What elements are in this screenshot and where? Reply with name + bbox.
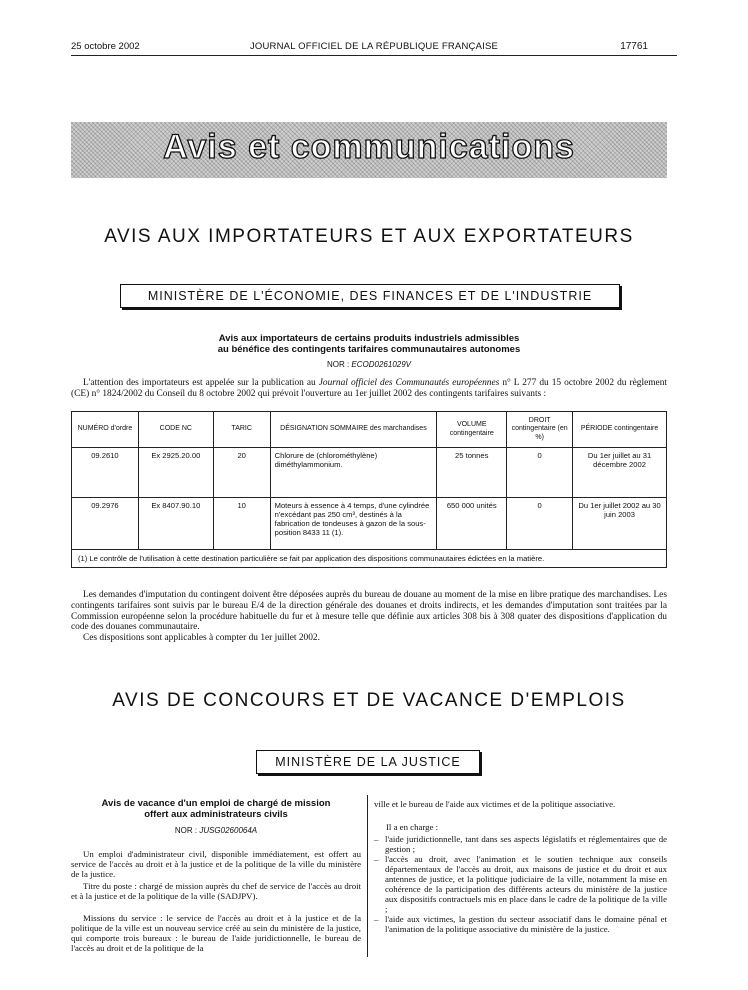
- vacancy-nor-label: NOR :: [174, 826, 200, 835]
- section-banner: [71, 122, 667, 178]
- article-title-line1: Avis aux importateurs de certains produits industriels admissibles: [218, 333, 520, 344]
- col-header-designation: DÉSIGNATION SOMMAIRE des marchandises: [270, 412, 437, 448]
- col-header-code-nc: CODE NC: [138, 412, 213, 448]
- vacancy-paragraph-2: Titre du poste : chargé de mission auprès du chef de service de l'accès au droit et à la justice et de la politique de la ville (SADJPV).: [71, 881, 361, 901]
- issue-date: 25 octobre 2002: [71, 41, 140, 52]
- cell-code-nc: Ex 2925.20.00: [138, 448, 213, 498]
- nor-label: NOR :: [326, 360, 352, 369]
- table-row: [72, 448, 667, 498]
- vacancy-right-paragraph-1: ville et le bureau de l'aide aux victimes et de la politique associative.: [374, 799, 616, 809]
- list-item: – l'aide juridictionnelle, tant dans ses aspects législatifs et réglementaires que de gestion ;: [374, 834, 667, 854]
- nor-code: ECOD0261029V: [351, 360, 412, 369]
- table-header-row: [72, 412, 667, 448]
- intro-text-a: L'attention des importateurs est appelée sur la publication au: [83, 378, 319, 388]
- ministry-economie-box: [120, 284, 620, 308]
- cell-periode: Du 1er juillet 2002 au 30 juin 2003: [573, 498, 667, 550]
- vacancy-nor-reference: [71, 826, 361, 835]
- cell-designation: Chlorure de (chlorométhylène) diméthylammonium.: [270, 448, 437, 498]
- table-row: [72, 498, 667, 550]
- vacancy-nor-code: JUSG0260064A: [199, 826, 258, 835]
- cell-droit: 0: [507, 498, 573, 550]
- cell-droit: 0: [507, 448, 573, 498]
- article-title-line2: au bénéfice des contingents tarifaires communautaires autonomes: [217, 344, 521, 355]
- missions-list: [374, 834, 667, 934]
- nor-reference: [71, 360, 667, 369]
- vacancy-right-paragraph-2: Il a en charge :: [386, 822, 439, 832]
- cell-designation: Moteurs à essence à 4 temps, d'une cylindrée n'excédant pas 250 cm³, destinés à la fabrication de tondeuses à gazon de la sous-position 8433 11 (1).: [270, 498, 437, 550]
- list-item: – l'aide aux victimes, la gestion du secteur associatif dans le domaine pénal et l'animation de la politique associative du ministère de la justice.: [374, 914, 667, 934]
- ministry-economie-label: MINISTÈRE DE L'ÉCONOMIE, DES FINANCES ET DE L'INDUSTRIE: [147, 289, 593, 303]
- cell-taric: 20: [213, 448, 270, 498]
- col-header-numero: NUMÉRO d'ordre: [72, 412, 139, 448]
- cell-volume: 650 000 unités: [437, 498, 507, 550]
- col-header-volume: VOLUME contingentaire: [437, 412, 507, 448]
- vacancy-title-line2: offert aux administrateurs civils: [144, 809, 288, 820]
- vacancy-article-title: [71, 798, 361, 820]
- ministry-justice-label: MINISTÈRE DE LA JUSTICE: [275, 755, 461, 769]
- ministry-justice-box: [256, 750, 480, 774]
- header-rule: [71, 55, 677, 56]
- table-footnote: (1) Le contrôle de l'utilisation à cette destination particulière se fait par application des dispositions communautaires édictées en la matière.: [72, 550, 667, 568]
- applicability-paragraph: Ces dispositions sont applicables à compter du 1er juillet 2002.: [83, 633, 320, 643]
- col-header-periode: PÉRIODE contingentaire: [573, 412, 667, 448]
- intro-text-b: n° L 277 du 15 octobre 2002 du règlement (CE) n° 1824/2002 du Conseil du 8 octobre 2002 qui prévoit l'ouverture au 1er juillet 2002 des contingents tarifaires suivants :: [71, 378, 667, 399]
- imputation-paragraph: Les demandes d'imputation du contingent doivent être déposées auprès du bureau de douane au moment de la mise en libre pratique des marchandises. Les contingents tarifaires sont suivis par le bureau E/4 de la direction générale des douanes et droits indirects, et les demandes d'imputation sont traitées par la Commission européenne selon la procédure habituelle du fur et à mesure telle que définie aux articles 308 bis à 308 quater des dispositions d'application du code des douanes communautaire.: [71, 590, 667, 633]
- col-header-droit: DROIT contingentaire (en %): [507, 412, 573, 448]
- journal-title: JOURNAL OFFICIEL DE LA RÉPUBLIQUE FRANÇAISE: [249, 41, 499, 52]
- section-title-concours: AVIS DE CONCOURS ET DE VACANCE D'EMPLOIS: [112, 690, 626, 711]
- intro-journal-name: Journal officiel des Communautés européennes: [318, 378, 500, 388]
- cell-taric: 10: [213, 498, 270, 550]
- cell-volume: 25 tonnes: [437, 448, 507, 498]
- vacancy-paragraph-1: Un emploi d'administrateur civil, disponible immédiatement, est offert au service de l'accès au droit et à la justice et de la politique de la ville du ministère de la justice.: [71, 849, 361, 879]
- article-title-contingents: [71, 333, 667, 355]
- cell-numero: 09.2976: [72, 498, 139, 550]
- vacancy-paragraph-3: Missions du service : le service de l'accès au droit et à la justice et de la politique de la ville est un nouveau service créé au sein du ministère de la justice, qui comporte trois bureaux : le bureau de l'aide juridictionnelle, le bureau de l'accès au droit et de la politique de la: [71, 913, 361, 953]
- table-footnote-row: [72, 550, 667, 568]
- intro-paragraph: [71, 378, 667, 400]
- column-divider: [367, 795, 368, 957]
- section-title-importateurs: AVIS AUX IMPORTATEURS ET AUX EXPORTATEURS: [104, 226, 634, 247]
- col-header-taric: TARIC: [213, 412, 270, 448]
- cell-numero: 09.2610: [72, 448, 139, 498]
- cell-code-nc: Ex 8407.90.10: [138, 498, 213, 550]
- banner-title: Avis et communications: [163, 128, 575, 166]
- vacancy-title-line1: Avis de vacance d'un emploi de chargé de mission: [101, 798, 331, 809]
- list-item: – l'accès au droit, avec l'animation et le soutien technique aux conseils départementaux de l'accès au droit, aux maisons de justice et du droit et aux antennes de justice, et la politique judiciaire de la ville, notamment la mise en cohérence de la participation des différents acteurs du ministère de la justice aux dispositifs contractuels mis en place dans le cadre de la politique de la ville ;: [374, 854, 667, 914]
- contingents-table: [71, 411, 667, 568]
- cell-periode: Du 1er juillet au 31 décembre 2002: [573, 448, 667, 498]
- page-number: 17761: [620, 41, 648, 52]
